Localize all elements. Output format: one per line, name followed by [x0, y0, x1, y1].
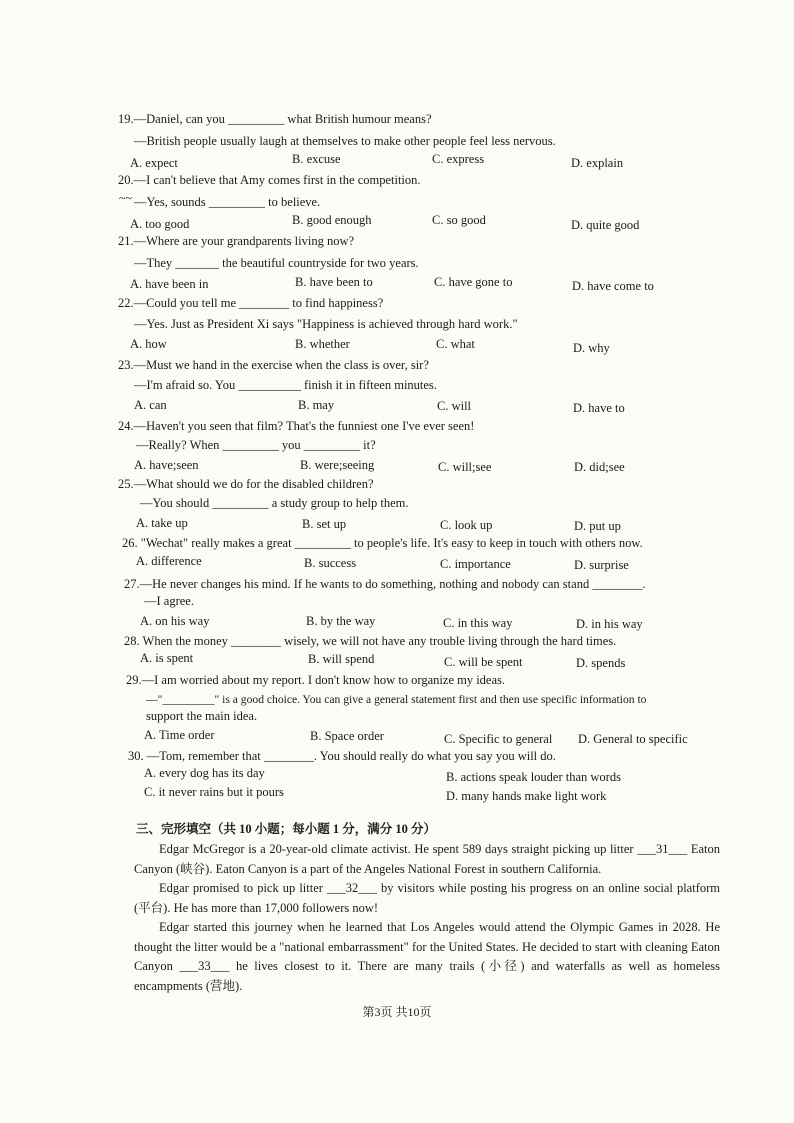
question-27-reply: —I agree. [144, 594, 194, 608]
question-30-option-a: A. every dog has its day [144, 766, 265, 780]
question-28-option-d: D. spends [576, 656, 626, 670]
question-25-option-c: C. look up [440, 518, 493, 532]
handwritten-mark: ~~ [119, 191, 132, 205]
question-19-reply: —British people usually laugh at themselves to make other people feel less nervous. [134, 134, 556, 148]
question-29-reply: —"_________" is a good choice. You can give a general statement first and then use specific information to [146, 693, 647, 706]
question-21-stem: 21.—Where are your grandparents living now? [118, 234, 355, 248]
question-23-option-b: B. may [298, 398, 335, 412]
question-22-reply: —Yes. Just as President Xi says "Happiness is achieved through hard work." [134, 317, 518, 331]
question-30-option-b: B. actions speak louder than words [446, 770, 621, 784]
question-20-stem: 20.—I can't believe that Amy comes first in the competition. [118, 173, 421, 187]
question-22-stem: 22.—Could you tell me ________ to find happiness? [118, 296, 384, 310]
question-28-stem: 28. When the money ________ wisely, we will not have any trouble living through the hard times. [124, 634, 617, 648]
question-28-option-c: C. will be spent [444, 655, 523, 669]
passage-paragraph-2: Edgar promised to pick up litter ___32___ by visitors while posting his progress on an online social platform (平台). He has more than 17,000 followers now! [134, 881, 720, 915]
question-29-option-c: C. Specific to general [444, 732, 553, 746]
question-24-option-c: C. will;see [438, 460, 492, 474]
question-24-stem: 24.—Haven't you seen that film? That's the funniest one I've ever seen! [118, 419, 475, 433]
question-29-reply-cont: support the main idea. [146, 709, 258, 723]
question-19-option-d: D. explain [571, 156, 624, 170]
question-20-reply: —Yes, sounds _________ to believe. [134, 195, 321, 209]
question-29-stem: 29.—I am worried about my report. I don't know how to organize my ideas. [126, 673, 506, 687]
question-20-option-c: C. so good [432, 213, 486, 227]
question-26-option-c: C. importance [440, 557, 511, 571]
question-21-option-c: C. have gone to [434, 275, 513, 289]
question-21-option-a: A. have been in [130, 277, 209, 291]
question-21-reply: —They _______ the beautiful countryside for two years. [134, 256, 419, 270]
question-22-option-c: C. what [436, 337, 475, 351]
question-20-option-b: B. good enough [292, 213, 372, 227]
question-29-option-d: D. General to specific [578, 732, 688, 746]
question-29-option-a: A. Time order [144, 728, 215, 742]
page-footer: 第3页 共10页 [362, 1005, 432, 1019]
question-19-option-b: B. excuse [292, 152, 341, 166]
question-25-option-b: B. set up [302, 517, 347, 531]
question-27-stem: 27.—He never changes his mind. If he wants to do something, nothing and nobody can stand ________. [124, 577, 646, 591]
question-21-option-b: B. have been to [295, 275, 373, 289]
passage-paragraph-3: Edgar started this journey when he learned that Los Angeles would attend the Olympic Games in 2028. He thought the litter would be a "national embarrassment" for the United States. He decided to start with cleaning Eaton Canyon ___33___ he lives closest to it. There are many trails (小径) and waterfalls as well as homeless encampments (营地). [134, 920, 720, 993]
question-21-option-d: D. have come to [572, 279, 654, 293]
question-22-option-a: A. how [130, 337, 167, 351]
question-20-option-d: D. quite good [571, 218, 640, 232]
question-30-option-c: C. it never rains but it pours [144, 785, 284, 799]
question-26-option-d: D. surprise [574, 558, 629, 572]
question-25-option-a: A. take up [136, 516, 188, 530]
question-28-option-b: B. will spend [308, 652, 375, 666]
question-30-stem: 30. —Tom, remember that ________. You should really do what you say you will do. [128, 749, 556, 763]
question-30-option-d: D. many hands make light work [446, 789, 607, 803]
question-25-stem: 25.—What should we do for the disabled children? [118, 477, 374, 491]
question-23-option-d: D. have to [573, 401, 625, 415]
question-26-option-b: B. success [304, 556, 357, 570]
question-24-option-b: B. were;seeing [300, 458, 375, 472]
question-27-option-a: A. on his way [140, 614, 210, 628]
question-26-stem: 26. "Wechat" really makes a great _________ to people's life. It's easy to keep in touch with others now. [122, 536, 643, 550]
question-23-option-a: A. can [134, 398, 167, 412]
question-27-option-d: D. in his way [576, 617, 643, 631]
question-22-option-b: B. whether [295, 337, 350, 351]
question-23-option-c: C. will [437, 399, 472, 413]
question-29-option-b: B. Space order [310, 729, 384, 743]
question-24-reply: —Really? When _________ you _________ it? [136, 438, 376, 452]
question-25-reply: —You should _________ a study group to help them. [140, 496, 409, 510]
passage-paragraph-1: Edgar McGregor is a 20-year-old climate activist. He spent 589 days straight picking up litter ___31___ Eaton Canyon (峡谷). Eaton Canyon is a part of the Angeles National Forest in southern California. [134, 842, 720, 876]
question-25-option-d: D. put up [574, 519, 621, 533]
question-22-option-d: D. why [573, 341, 610, 355]
question-26-option-a: A. difference [136, 554, 202, 568]
question-20-option-a: A. too good [130, 217, 190, 231]
section-title: 三、完形填空（共 10 小题；每小题 1 分，满分 10 分） [136, 822, 437, 836]
question-24-option-d: D. did;see [574, 460, 625, 474]
question-27-option-b: B. by the way [306, 614, 376, 628]
question-19-stem: 19.—Daniel, can you _________ what British humour means? [118, 112, 432, 126]
question-23-reply: —I'm afraid so. You __________ finish it in fifteen minutes. [134, 378, 437, 392]
question-19-option-a: A. expect [130, 156, 178, 170]
question-19-option-c: C. express [432, 152, 485, 166]
question-24-option-a: A. have;seen [134, 458, 199, 472]
question-23-stem: 23.—Must we hand in the exercise when the class is over, sir? [118, 358, 429, 372]
question-28-option-a: A. is spent [140, 651, 194, 665]
question-27-option-c: C. in this way [443, 616, 513, 630]
